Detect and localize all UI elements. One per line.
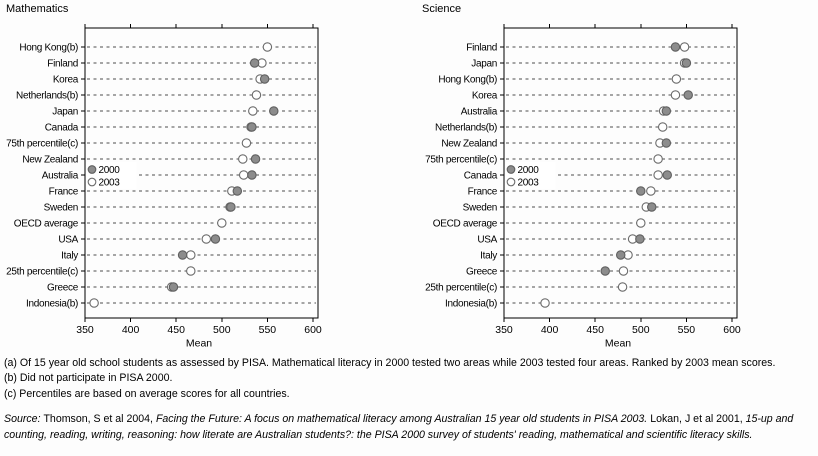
x-tick-label: 400 — [540, 324, 559, 336]
row-label: Italy — [61, 250, 78, 262]
source-segment: 15-up and counting, reading, writing, reasoning: how literate are Australian students?: the PISA 2000 survey of students' reading, mathematical and scientific literacy skills. — [4, 413, 794, 441]
marker-2000-USA — [211, 235, 219, 243]
row-label: Korea — [52, 74, 78, 86]
mathematics-dot-plot — [0, 0, 409, 352]
marker-2000-Italy — [178, 251, 186, 259]
legend-marker-2003 — [507, 178, 515, 186]
footnote-c: (c) Percentiles are based on average scores for all countries. — [4, 387, 290, 400]
row-label: Hong Kong(b) — [19, 42, 78, 54]
marker-2003-Canada — [654, 171, 662, 179]
marker-2000-Australia — [248, 171, 256, 179]
row-label: Canada — [44, 122, 78, 134]
row-label: Australia — [41, 170, 78, 182]
marker-2003-Netherlands(b) — [658, 123, 666, 131]
legend-marker-2000 — [507, 166, 515, 174]
source-segment: Thomson, S et al 2004, — [43, 413, 156, 425]
marker-2000-Finland — [671, 43, 679, 51]
row-label: Sweden — [43, 202, 78, 214]
row-label: Indonesia(b) — [26, 298, 78, 310]
x-tick-label: 450 — [167, 324, 185, 336]
footnote-b: (b) Did not participate in PISA 2000. — [4, 372, 173, 385]
row-label: 25th percentile(c) — [425, 282, 497, 294]
legend-marker-2000 — [88, 166, 96, 174]
marker-2003-75th percentile(c) — [242, 139, 250, 147]
row-label: Hong Kong(b) — [438, 74, 497, 86]
row-label: 75th percentile(c) — [6, 138, 78, 150]
marker-2000-France — [233, 187, 241, 195]
x-tick-label: 350 — [76, 324, 94, 336]
marker-2000-France — [637, 187, 645, 195]
x-axis-title: Mean — [185, 337, 213, 350]
source-segment: Facing the Future: A focus on mathematical literacy among Australian 15 year old students in PISA 2003. — [155, 413, 651, 425]
row-label: Australia — [460, 106, 497, 118]
row-label: Greece — [466, 266, 497, 278]
row-label: Netherlands(b) — [435, 122, 497, 134]
marker-2000-Canada — [248, 123, 256, 131]
marker-2000-Sweden — [227, 203, 235, 211]
marker-2000-Canada — [663, 171, 671, 179]
row-label: France — [48, 186, 78, 198]
row-label: New Zealand — [22, 154, 78, 166]
row-label: Korea — [471, 90, 497, 102]
row-label: Finland — [466, 42, 497, 54]
marker-2003-USA — [202, 235, 210, 243]
marker-2000-Greece — [601, 267, 609, 275]
legend-label: 2000 — [517, 165, 539, 176]
x-tick-label: 450 — [586, 324, 604, 336]
x-tick-label: 550 — [677, 324, 696, 336]
x-tick-label: 350 — [495, 324, 513, 336]
footnotes-block — [4, 356, 816, 402]
row-label: Finland — [47, 58, 78, 70]
marker-2003-Hong Kong(b) — [672, 75, 680, 83]
marker-2003-Indonesia(b) — [541, 299, 549, 307]
source-segment: Source: — [4, 413, 44, 425]
row-label: Canada — [463, 170, 497, 182]
mathematics-chart-title: Mathematics — [6, 3, 69, 15]
marker-2003-OECD average — [637, 219, 645, 227]
marker-2003-75th percentile(c) — [654, 155, 662, 163]
marker-2000-Finland — [250, 59, 258, 67]
marker-2003-25th percentile(c) — [618, 283, 626, 291]
marker-2000-New Zealand — [251, 155, 259, 163]
x-axis-title: Mean — [604, 337, 632, 350]
row-label: 75th percentile(c) — [425, 154, 497, 166]
row-label: OECD average — [13, 218, 78, 230]
x-tick-label: 600 — [723, 324, 741, 336]
x-tick-label: 600 — [304, 324, 322, 336]
x-tick-label: 500 — [632, 324, 650, 336]
science-dot-plot — [409, 0, 818, 352]
science-chart-title: Science — [422, 3, 462, 15]
legend-label: 2000 — [98, 165, 120, 176]
row-label: USA — [58, 234, 78, 246]
marker-2000-Australia — [662, 107, 670, 115]
row-label: 25th percentile(c) — [6, 266, 78, 278]
marker-2000-Korea — [684, 91, 692, 99]
row-label: Indonesia(b) — [445, 298, 497, 310]
footnote-a: (a) Of 15 year old school students as assessed by PISA. Mathematical literacy in 2000 tested two areas while 2003 tested four areas. Ranked by 2003 mean scores. — [4, 357, 776, 369]
source-citation — [4, 412, 814, 443]
x-tick-label: 400 — [121, 324, 140, 336]
legend-label: 2003 — [517, 177, 539, 189]
marker-2003-Greece — [619, 267, 627, 275]
marker-2003-25th percentile(c) — [187, 267, 195, 275]
marker-2000-Italy — [617, 251, 625, 259]
row-label: OECD average — [432, 218, 497, 230]
row-label: Japan — [471, 58, 497, 70]
marker-2003-Netherlands(b) — [252, 91, 260, 99]
marker-2000-Greece — [169, 283, 177, 291]
marker-2000-Japan — [270, 107, 278, 115]
marker-2000-Sweden — [648, 203, 656, 211]
x-tick-label: 550 — [258, 324, 277, 336]
marker-2003-Italy — [187, 251, 195, 259]
legend-marker-2003 — [88, 178, 96, 186]
marker-2003-Finland — [680, 43, 688, 51]
marker-2000-New Zealand — [662, 139, 670, 147]
marker-2003-Australia — [239, 171, 247, 179]
row-label: France — [467, 186, 497, 198]
row-label: Greece — [47, 282, 78, 294]
row-label: Sweden — [462, 202, 497, 214]
row-label: Japan — [52, 106, 78, 118]
marker-2003-Japan — [249, 107, 257, 115]
marker-2000-USA — [636, 235, 644, 243]
marker-2000-Japan — [682, 59, 690, 67]
marker-2000-Korea — [260, 75, 268, 83]
marker-2003-Korea — [671, 91, 679, 99]
marker-2003-New Zealand — [239, 155, 247, 163]
row-label: Italy — [480, 250, 497, 262]
marker-2003-OECD average — [218, 219, 226, 227]
source-segment: Lokan, J et al 2001, — [650, 413, 746, 425]
row-label: Netherlands(b) — [16, 90, 78, 102]
row-label: USA — [477, 234, 497, 246]
legend-label: 2003 — [98, 177, 120, 189]
marker-2003-Indonesia(b) — [90, 299, 98, 307]
marker-2003-France — [647, 187, 655, 195]
marker-2003-Hong Kong(b) — [263, 43, 271, 51]
row-label: New Zealand — [441, 138, 497, 150]
x-tick-label: 500 — [213, 324, 231, 336]
